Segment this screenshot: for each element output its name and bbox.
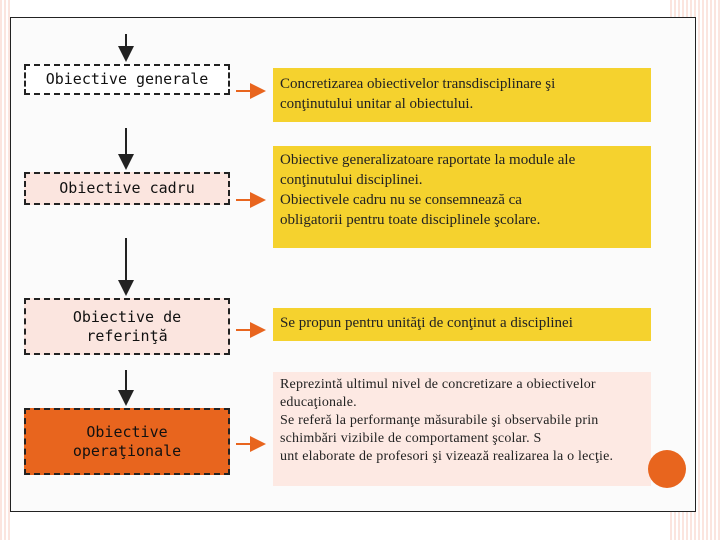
description-line: schimbări vizibile de comportament şcolar. S [280,431,542,446]
description-box-general [273,68,651,122]
level-label: Obiective cadru [59,179,195,197]
description-line: obligatorii pentru toate disciplinele şcolare. [280,212,541,228]
level-box-general [24,64,230,95]
level-box-referinta [24,298,230,355]
description-box-referinta [273,308,651,341]
level-label: Obiective generale [45,70,209,88]
level-label-line: Obiective [86,422,168,441]
level-box-operationale [24,408,230,475]
level-label-line: operaţionale [72,441,182,460]
level-label-line: referinţă [86,326,168,345]
description-line: Reprezintă ultimul nivel de concretizare a obiectivelor [280,377,596,392]
description-box-operationale [273,372,651,486]
level-label-line: Obiective de [72,307,182,326]
description-line: Concretizarea obiectivelor transdisciplinare şi [280,76,556,92]
description-line: Se propun pentru unităţi de conţinut a disciplinei [280,315,573,331]
description-line: Obiective generalizatoare raportate la module ale [280,152,576,168]
description-line: educaţionale. [280,395,357,410]
decorative-circle [648,450,686,488]
description-line: conţinutului unitar al obiectului. [280,96,474,112]
description-box-cadru [273,146,651,248]
description-line: Obiectivele cadru nu se consemnează ca [280,192,522,208]
description-line: unt elaborate de profesori şi vizează realizarea la o lecţie. [280,449,614,464]
level-box-cadru [24,172,230,205]
description-line: Se referă la performanţe măsurabile şi observabile prin [280,413,599,428]
description-line: conţinutului disciplinei. [280,172,423,188]
